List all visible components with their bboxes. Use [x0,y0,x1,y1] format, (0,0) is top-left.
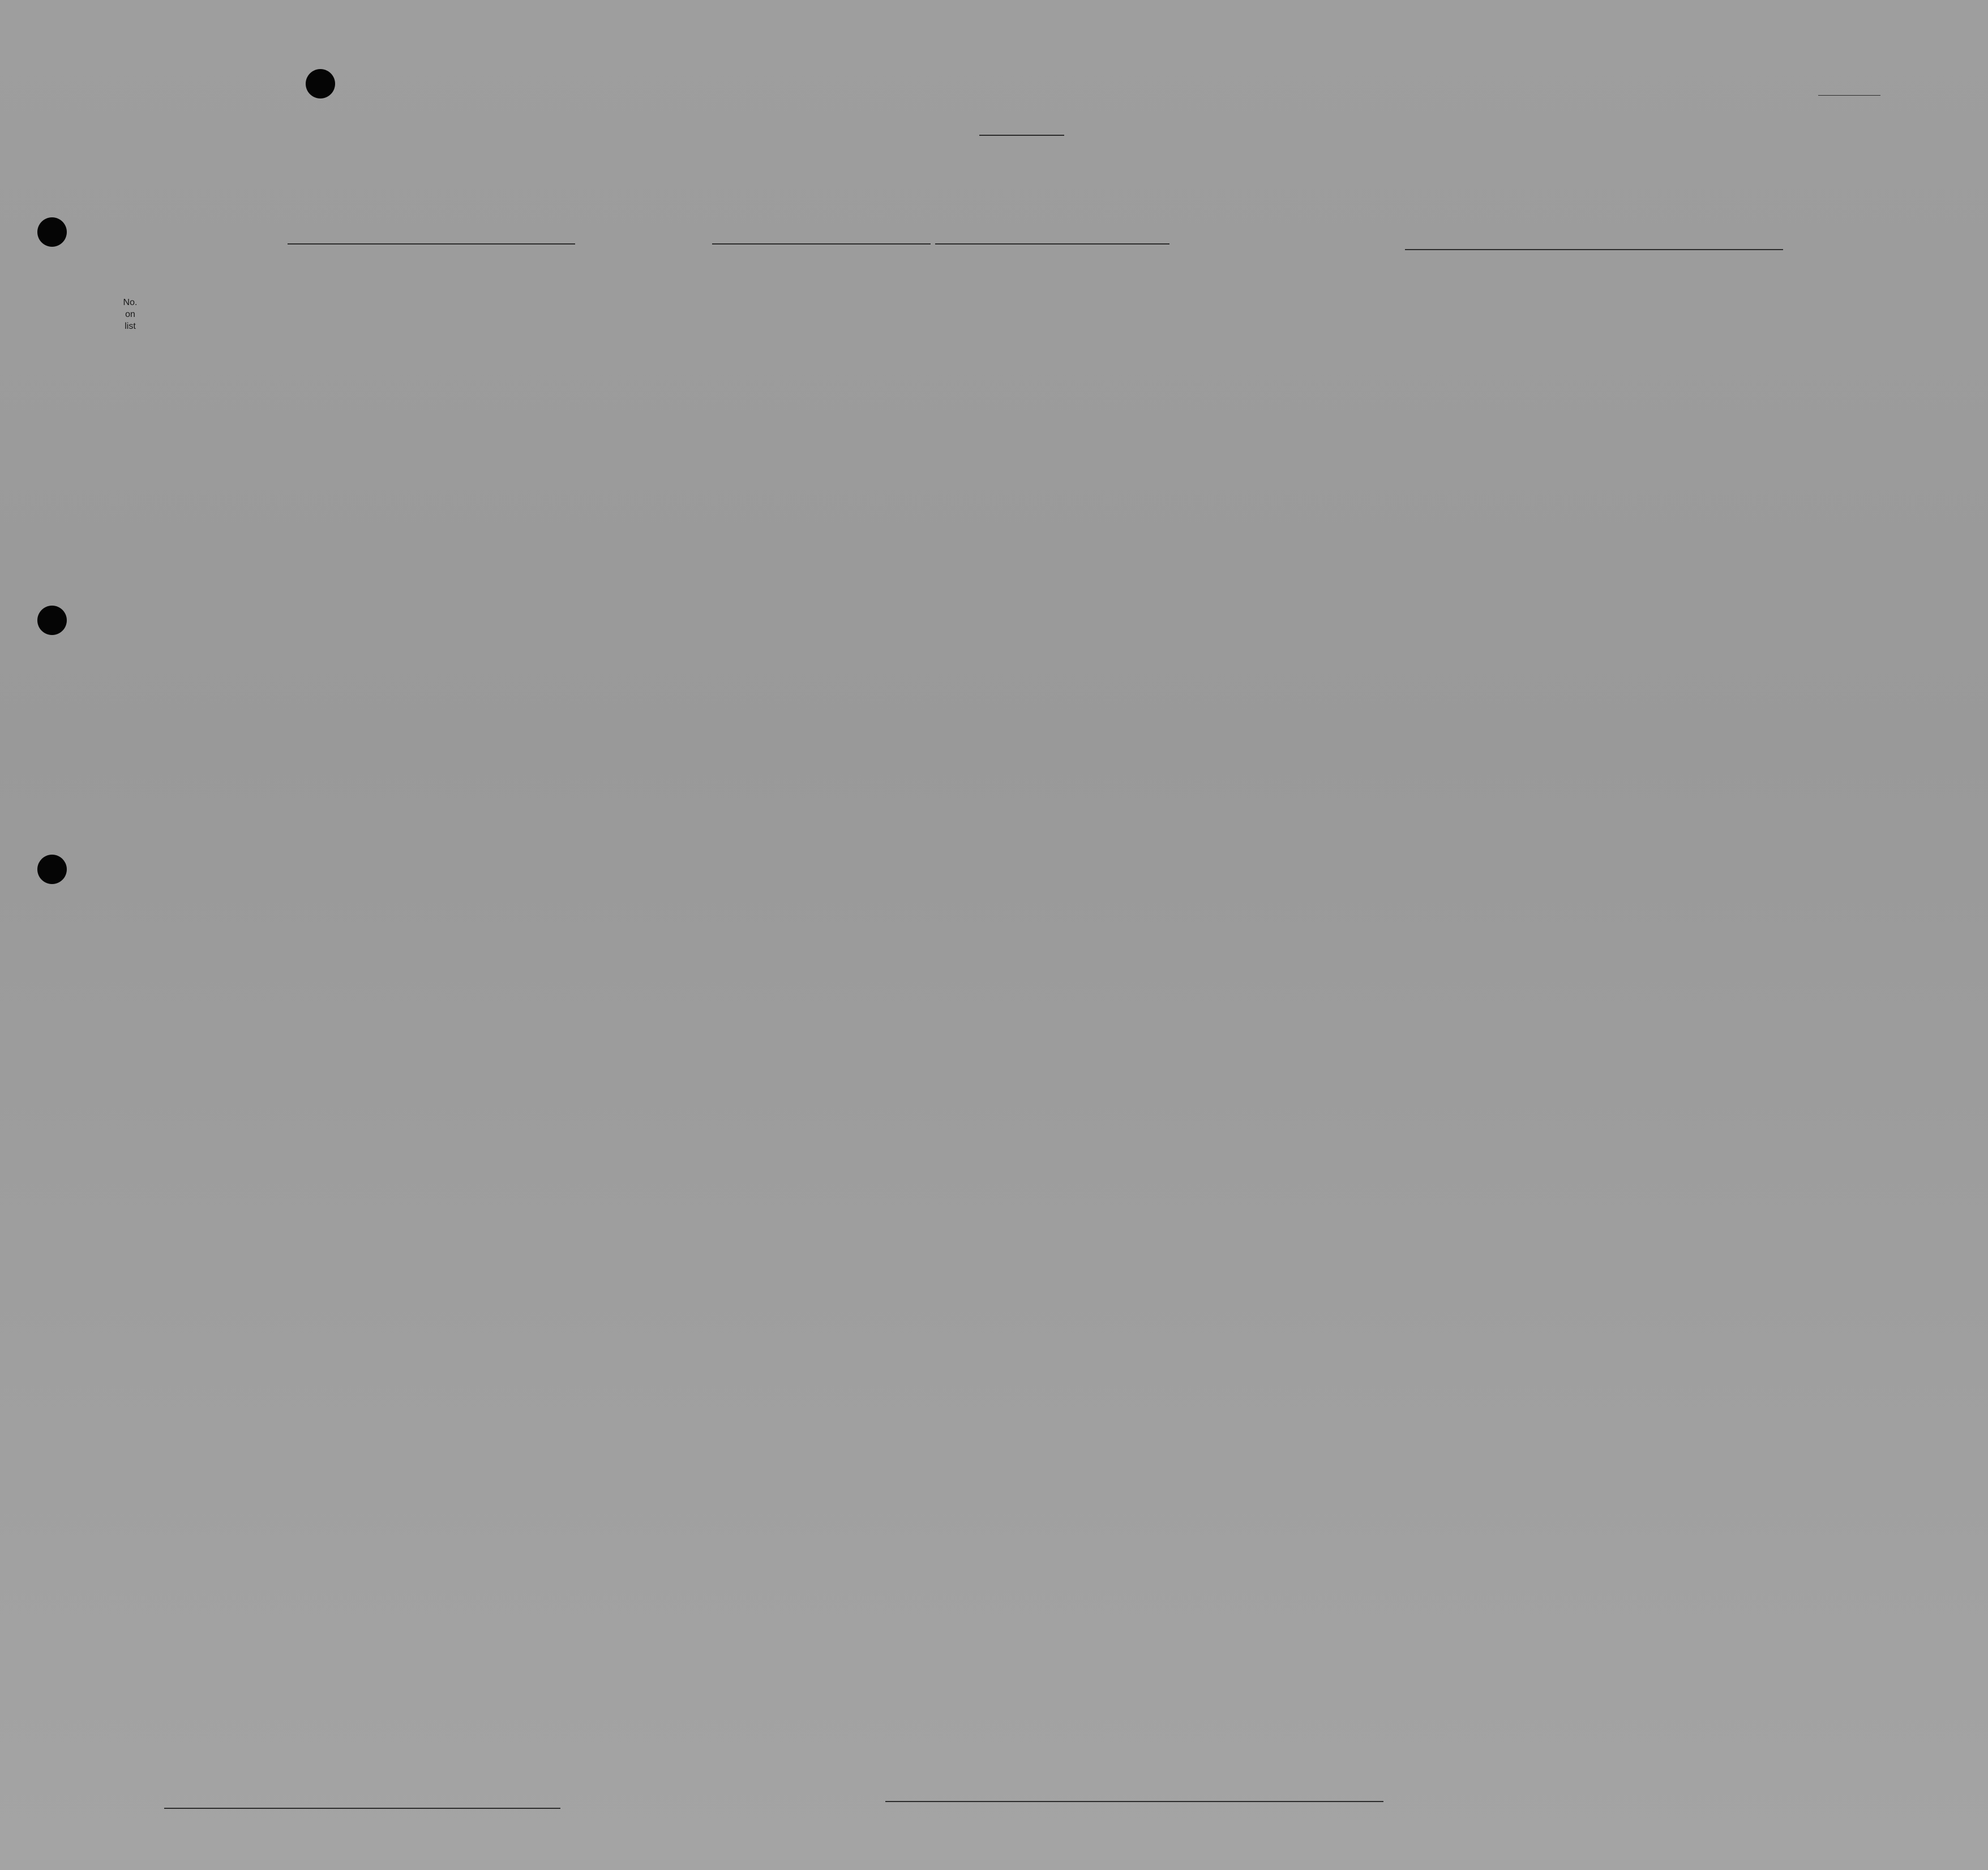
inspector-line [885,1801,1383,1802]
agents-signature-line [164,1808,560,1809]
col-header-1: No. on list [123,298,138,331]
